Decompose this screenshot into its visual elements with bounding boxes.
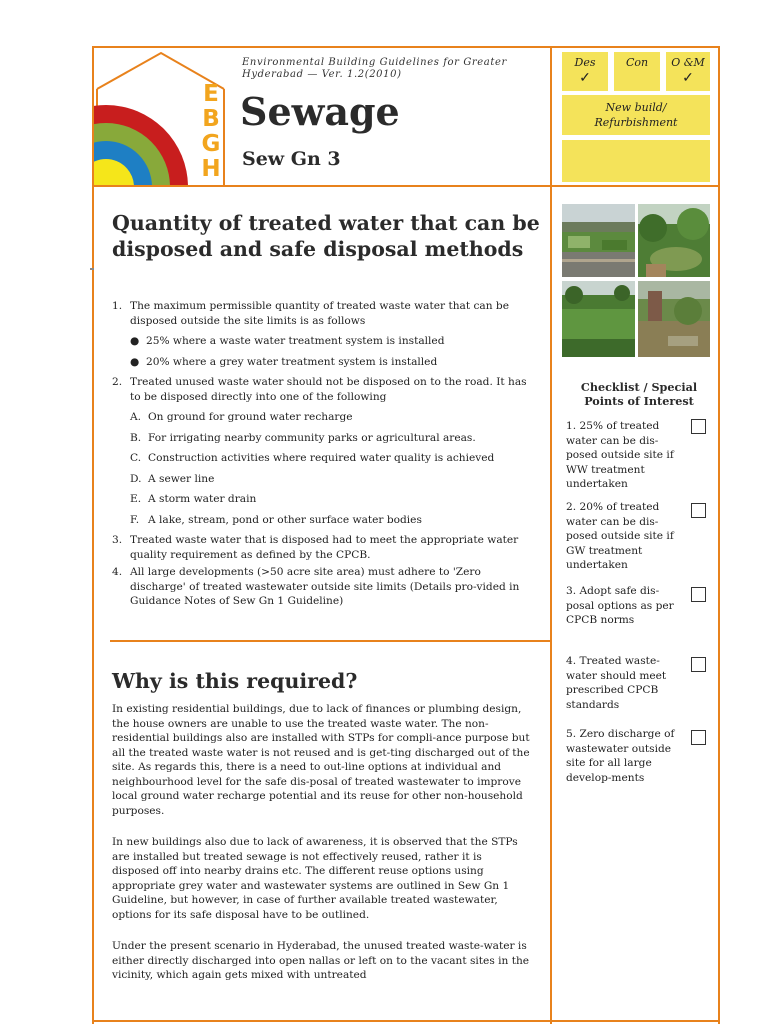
bullet-item [112,355,537,370]
list-number: 3. [112,534,123,546]
bullet-icon: ● [130,355,140,368]
frame-bottom [92,1020,720,1022]
option-text: For irrigating nearby community parks or agricultural areas. [148,431,476,444]
option-letter: A. [130,411,142,423]
option-text: On ground for ground water recharge [148,411,353,423]
option-letter: E. [130,493,142,505]
option-item [112,451,537,466]
build-type-box [562,95,710,135]
section-heading-quantity: Quantity of treated water that can be disposed and safe disposal methods [112,211,540,261]
checklist-checkbox-4[interactable] [691,657,706,672]
option-item [112,431,537,446]
list-item [112,565,537,609]
stage-label: Des [574,56,596,69]
bullet-text: 25% where a waste water treatment system is installed [146,335,445,347]
checklist-item-4: 4. Treated waste-water should meet prescribed CPCB standards [566,655,667,711]
option-item [112,492,537,507]
list-item [112,375,537,527]
why-body [112,702,532,983]
checklist-item-5: 5. Zero discharge of wastewater outside site for all large develop-ments [566,728,675,784]
blank-yellow-box [562,140,710,182]
list-number: 2. [112,376,123,388]
logo-letter-g: G [201,131,221,157]
option-item [112,410,537,425]
build-type-label: New build/ Refurbishment [594,101,678,129]
frame-header-divider [92,185,720,187]
option-letter: C. [130,452,142,464]
list-text: Treated waste water that is disposed had to meet the appropriate water quality requirement as defined by the CPCB. [130,534,519,561]
wetland-photo [638,281,710,357]
frame-right [718,46,720,1024]
checklist-checkbox-3[interactable] [691,587,706,602]
option-text: A lake, stream, pond or other surface water bodies [148,513,422,526]
checklist-checkbox-2[interactable] [691,503,706,518]
list-number: 4. [112,566,123,578]
option-text: A storm water drain [148,493,257,505]
option-text: A sewer line [148,472,215,485]
option-item [112,472,537,487]
bullet-item [112,334,537,349]
list-text: The maximum permissible quantity of treated waste water that can be disposed outside the site limits is as follows [130,300,509,327]
frame-left [92,46,94,1024]
logo-letter-h: H [201,156,221,182]
field-planting-photo [562,281,635,357]
page-title: Sewage [240,89,400,134]
stage-design [562,52,608,91]
stage-construction [614,52,660,91]
guideline-code: Sew Gn 3 [242,148,341,170]
pond-garden-photo [638,204,710,277]
option-letter: D. [130,472,142,485]
stage-operation-maintenance [666,52,710,91]
check-mark-icon: ✓ [682,70,694,86]
rooftop-garden-photo [562,204,635,277]
stage-label: O &M [671,56,705,69]
frame-column-divider [550,46,552,1024]
checklist-title: Checklist / Special Points of Interest [580,380,698,408]
checklist-item-3: 3. Adopt safe dis-posal options as per CPCB norms [566,585,674,627]
checklist-item-1: 1. 25% of treated water can be dis-posed outside site if WW treatment undertaken [566,420,674,491]
paragraph: In existing residential buildings, due to lack of finances or plumbing design, the house owners are unable to use the treated waste water. The non-residential buildings also are installed with STPs for compli-ance purpose but all the treated waste water is not reused and is get-ting discharged out of the site. As regards this, there is a need to out-line options at individual and neighbourhood level for the safe dis-posal of treated wastewater to improve local ground water recharge potential and its reuse for other non-household purposes. [112,703,530,817]
list-number: 1. [112,300,123,312]
option-letter: B. [130,431,142,444]
list-text: All large developments (>50 acre site area) must adhere to 'Zero discharge' of treated wastewater outside site limits (Details pro-vided in Guidance Notes of Sew Gn 1 Guideline) [130,566,520,607]
checklist-checkbox-5[interactable] [691,730,706,745]
section-heading-why: Why is this required? [112,669,358,693]
checklist-item-2: 2. 20% of treated water can be dis-posed outside site if GW treatment undertaken [566,501,674,572]
list-item [112,533,537,562]
option-letter: F. [130,513,140,526]
paragraph: In new buildings also due to lack of awareness, it is observed that the STPs are installed but treated sewage is not effectively reused, rather it is disposed off into nearby drains etc. The different reuse options using appropriate grey water and wastewater systems are outlined in Sew Gn 1 Guideline, but however, in case of further available treated wastewater, options for its safe disposal have to be outlined. [112,836,518,921]
logo-letter-b: B [202,106,220,132]
option-item [112,513,537,528]
section-divider [110,640,550,642]
check-mark-icon: ✓ [579,70,591,86]
list-item [112,299,537,369]
paragraph: Under the present scenario in Hyderabad, the unused treated waste-water is either directly discharged into open nallas or left on to the vacant sites in the vicinity, which again gets mixed with untreated [112,940,530,981]
option-text: Construction activities where required water quality is achieved [148,452,495,464]
stage-label: Con [625,56,649,69]
guideline-subtitle: Environmental Building Guidelines for Greater Hyderabad — Ver. 1.2(2010) [242,57,507,80]
list-text: Treated unused waste water should not be disposed on to the road. It has to be disposed directly into one of the following [130,376,527,403]
logo-letter-e: E [203,81,219,107]
margin-mark [90,268,94,270]
ebgh-logo [94,48,228,185]
bullet-text: 20% where a grey water treatment system is installed [146,355,438,368]
bullet-icon: ● [130,335,140,347]
requirements-list [112,299,537,609]
checklist-checkbox-1[interactable] [691,419,706,434]
